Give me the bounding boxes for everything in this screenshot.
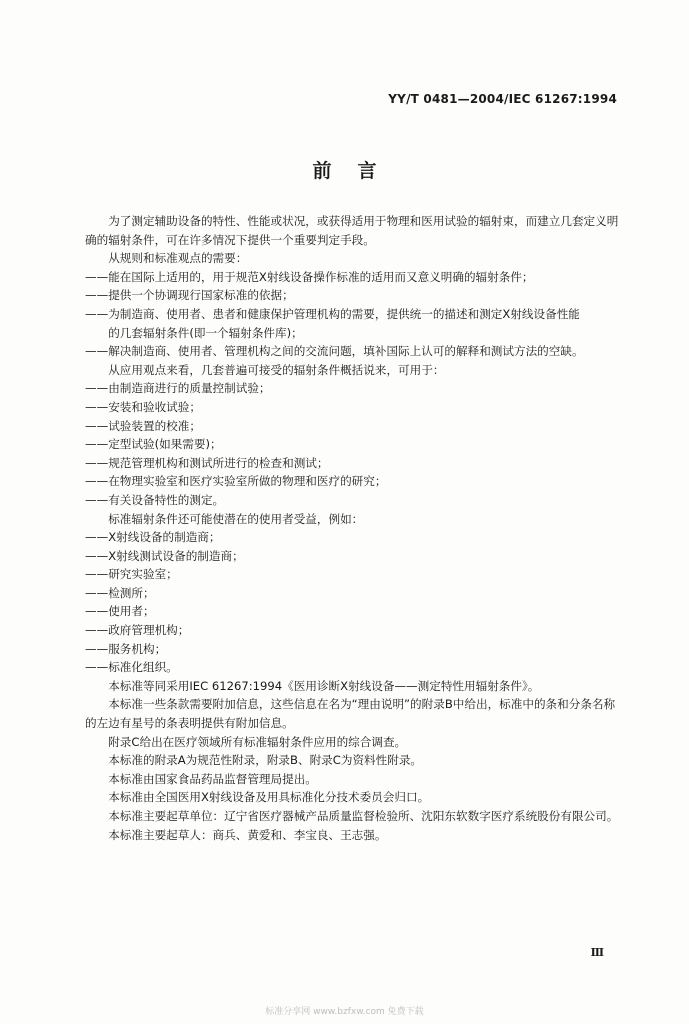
list-item: ——规范管理机构和测试所进行的检查和测试； — [85, 455, 329, 470]
paragraph: 本标准由全国医用X射线设备及用具标准化分技术委员会归口。 — [108, 790, 430, 805]
list-item: ——能在国际上适用的，用于规范X射线设备操作标准的适用而又意义明确的辐射条件； — [85, 269, 534, 284]
page-number: Ⅲ — [590, 946, 604, 959]
list-item: ——由制造商进行的质量控制试验； — [85, 381, 271, 396]
paragraph: 本标准的附录A为规范性附录，附录B、附录C为资料性附录。 — [108, 753, 423, 768]
page-title: 前言 — [312, 160, 403, 182]
list-item: ——解决制造商、使用者、管理机构之间的交流问题，填补国际上认可的解释和测试方法的空缺。 — [85, 344, 584, 359]
list-item: ——提供一个协调现行国家标准的依据； — [85, 288, 294, 303]
list-item: ——X射线设备的制造商； — [85, 530, 221, 545]
list-item: ——有关设备特性的测定。 — [85, 492, 225, 507]
paragraph: 附录C给出在医疗领域所有标准辐射条件应用的综合调查。 — [108, 734, 407, 749]
list-item: ——检测所； — [85, 585, 155, 600]
list-item: ——定型试验(如果需要)； — [85, 437, 222, 452]
paragraph: 本标准主要起草单位：辽宁省医疗器械产品质量监督检验所、沈阳东软数字医疗系统股份有限公司。 — [108, 809, 619, 823]
paragraph: 标准辐射条件还可能使潜在的使用者受益，例如： — [108, 511, 364, 526]
list-item: ——服务机构； — [85, 641, 167, 656]
foreword-body — [85, 212, 625, 844]
list-item: ——X射线测试设备的制造商； — [85, 548, 244, 563]
list-item: ——研究实验室； — [85, 567, 178, 582]
paragraph: 从应用观点来看，几套普遍可接受的辐射条件概括说来，可用于： — [108, 362, 445, 377]
standard-number-header: YY/T 0481—2004/IEC 61267:1994 — [388, 92, 617, 106]
watermark: 标准分享网 www.bzfxw.com 免费下载 — [265, 1007, 424, 1017]
list-item: ——试验装置的校准； — [85, 418, 201, 433]
list-item: ——标准化组织。 — [85, 660, 178, 675]
paragraph: 本标准一些条款需要附加信息，这些信息在名为“理由说明”的附录B中给出，标准中的条和分条名称的左边有星号的条表明提供有附加信息。 — [85, 697, 616, 731]
list-item: ——安装和验收试验； — [85, 399, 201, 414]
paragraph: 本标准主要起草人：商兵、黄爱和、李宝良、王志强。 — [108, 827, 387, 842]
paragraph: 从规则和标准观点的需要： — [108, 251, 248, 266]
list-item: ——政府管理机构； — [85, 623, 190, 638]
paragraph: 为了测定辅助设备的特性、性能或状况，或获得适用于物理和医用试验的辐射束，而建立几套定义明确的辐射条件，可在许多情况下提供一个重要判定手段。 — [85, 214, 619, 247]
list-item-continuation: 的几套辐射条件(即一个辐射条件库)； — [108, 325, 303, 340]
paragraph: 本标准等同采用IEC 61267:1994《医用诊断X射线设备——测定特性用辐射条件》。 — [108, 678, 540, 693]
list-item: ——为制造商、使用者、患者和健康保护管理机构的需要，提供统一的描述和测定X射线设备性能 — [85, 306, 580, 321]
paragraph: 本标准由国家食品药品监督管理局提出。 — [108, 771, 317, 786]
list-item: ——在物理实验室和医疗实验室所做的物理和医疗的研究； — [85, 474, 387, 489]
list-item: ——使用者； — [85, 604, 155, 619]
